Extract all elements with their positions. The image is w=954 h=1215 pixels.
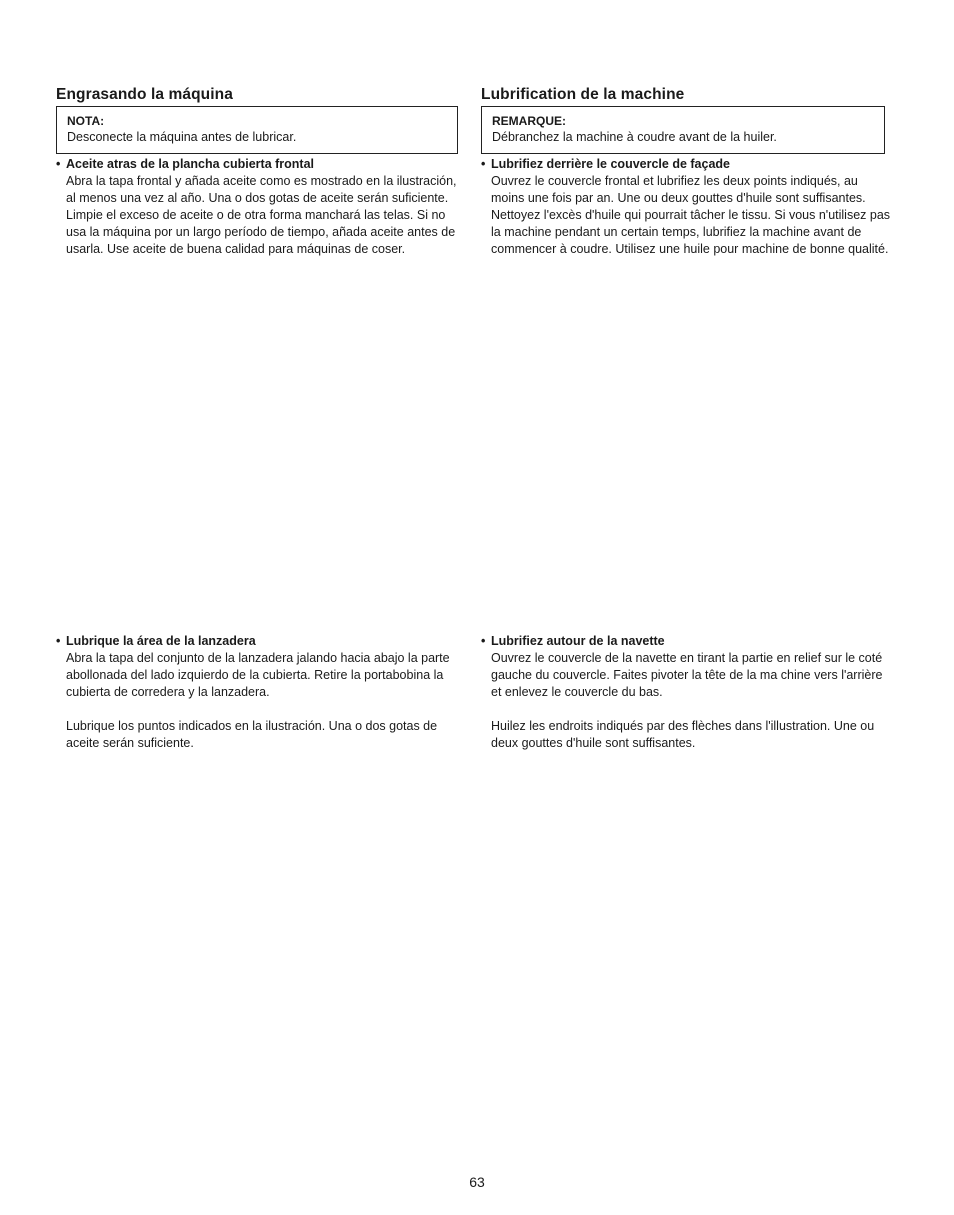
section-title-spanish: Engrasando la máquina — [56, 86, 233, 103]
note-box-french — [481, 106, 885, 154]
note-label: REMARQUE: — [492, 114, 566, 128]
bullet-icon: • — [56, 634, 61, 648]
section-title-french: Lubrification de la machine — [481, 86, 685, 103]
bullet-body-text: Lubrique los puntos indicados en la ilustración. Una o dos gotas de aceite serán suficiente. — [66, 719, 438, 750]
bullet-heading: Lubrique la área de la lanzadera — [66, 634, 256, 648]
bullet-heading: Lubrifiez autour de la navette — [491, 634, 665, 648]
note-label: NOTA: — [67, 114, 105, 128]
page-number: 63 — [469, 1174, 485, 1190]
bullet-heading: Lubrifiez derrière le couvercle de façade — [491, 157, 730, 171]
bullet-section-front-cover-fr — [481, 156, 891, 258]
note-text: Débranchez la machine à coudre avant de la huiler. — [492, 130, 777, 144]
note-text: Desconecte la máquina antes de lubricar. — [67, 130, 297, 144]
bullet-body-text: Huilez les endroits indiqués par des flèches dans l'illustration. Une ou deux gouttes d'huile sont suffisantes. — [491, 719, 875, 750]
note-box-spanish — [56, 106, 458, 154]
bullet-section-front-cover-es — [56, 156, 466, 258]
bullet-body-text: Ouvrez le couvercle frontal et lubrifiez les deux points indiqués, au moins une fois par an. Une ou deux gouttes d'huile sont suffisantes. Nettoyez l'excès d'huile qui pourrait tâcher le tissu. Si vous n'utilisez pas la machine pendant un certain temps, lubrifiez la machine avant de commencer à coudre. Utilisez une huile pour machine de bonne qualité. — [491, 174, 891, 256]
bullet-icon: • — [481, 634, 486, 648]
bullet-section-shuttle-es — [56, 633, 466, 752]
bullet-body-text: Ouvrez le couvercle de la navette en tirant la partie en relief sur le coté gauche du couvercle. Faites pivoter la tête de la ma chine vers l'arrière et enlevez le couvercle du bas. — [491, 651, 883, 699]
bullet-heading: Aceite atras de la plancha cubierta frontal — [66, 157, 314, 171]
bullet-body-text: Abra la tapa frontal y añada aceite como es mostrado en la ilustración, al menos una vez al año. Una o dos gotas de aceite serán suficiente. Limpie el exceso de aceite o de otra forma manchará las telas. Si no usa la máquina por un largo período de tiempo, añada aceite antes de usarla. Use aceite de buena calidad para máquinas de coser. — [66, 174, 457, 256]
bullet-icon: • — [481, 157, 486, 171]
bullet-icon: • — [56, 157, 61, 171]
bullet-section-shuttle-fr — [481, 633, 891, 752]
bullet-body-text: Abra la tapa del conjunto de la lanzadera jalando hacia abajo la parte abollonada del lado izquierdo de la cubierta. Retire la portabobina la cubierta de corredera y la lanzadera. — [66, 651, 450, 699]
